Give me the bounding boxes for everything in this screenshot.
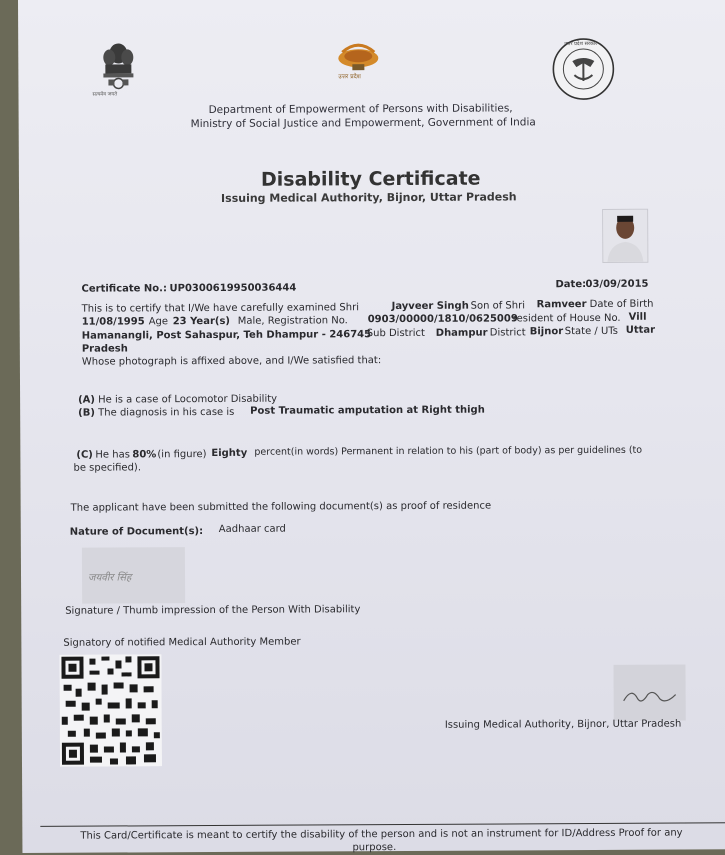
body-text: Sub District bbox=[367, 328, 425, 339]
body-text: resident of House No. bbox=[513, 313, 621, 325]
department-line-2: Ministry of Social Justice and Empowerment, Government of India bbox=[191, 116, 536, 130]
body-text: State / UTs bbox=[565, 326, 618, 337]
document-value: Aadhaar card bbox=[219, 524, 286, 535]
item-a-label: (A) bbox=[78, 395, 95, 406]
body-text: Whose photograph is affixed above, and I/We satisfied that: bbox=[82, 355, 381, 368]
disability-percent: 80% bbox=[132, 449, 156, 460]
certificate-number-label: Certificate No.: bbox=[81, 283, 166, 294]
certificate-title: Disability Certificate bbox=[261, 168, 481, 191]
sub-district: Dhampur bbox=[436, 328, 488, 339]
emblem-caption: सत्यमेव जयते bbox=[92, 91, 117, 97]
authority-signature bbox=[613, 665, 685, 721]
item-a-text: He is a case of Locomotor Disability bbox=[98, 394, 277, 406]
applicant-photo bbox=[602, 209, 648, 263]
qr-code bbox=[59, 654, 162, 767]
house-number: Vill bbox=[629, 312, 647, 323]
item-c-text: (in figure) bbox=[157, 449, 206, 460]
footer-line-1: This Card/Certificate is meant to certify the disability of the person and is not an instrument for ID/Address Proof for any bbox=[80, 828, 682, 842]
date-value: 03/09/2015 bbox=[585, 279, 648, 290]
body-text: This is to certify that I/We have carefully examined Shri bbox=[82, 302, 359, 314]
state: Uttar bbox=[626, 325, 655, 336]
state-continued: Pradesh bbox=[82, 343, 128, 354]
body-text: Son of Shri bbox=[471, 300, 525, 311]
up-government-seal-icon bbox=[550, 37, 616, 101]
seal-text: उत्तर प्रदेश सरकार bbox=[564, 41, 597, 47]
department-line-1: Department of Empowerment of Persons with Disabilities, bbox=[209, 102, 513, 116]
applicant-signature-caption: Signature / Thumb impression of the Person With Disability bbox=[65, 604, 360, 617]
body-text: Male, Registration No. bbox=[238, 315, 348, 327]
national-emblem-icon bbox=[96, 39, 140, 101]
item-c-text: percent(in words) Permanent in relation to his (part of body) as per guidelines (to bbox=[254, 445, 642, 458]
disability-percent-words: Eighty bbox=[211, 448, 247, 459]
applicant-name: Jayveer Singh bbox=[392, 301, 469, 312]
item-b-text: The diagnosis in his case is bbox=[98, 407, 234, 419]
up-logo-caption: उत्तर प्रदेश bbox=[338, 72, 361, 80]
date-of-birth: 11/08/1995 bbox=[82, 316, 145, 327]
item-c-text: be specified). bbox=[73, 462, 141, 473]
certificate-subtitle: Issuing Medical Authority, Bijnor, Uttar Pradesh bbox=[221, 190, 517, 205]
footer-divider bbox=[40, 822, 725, 827]
residence-intro: The applicant have been submitted the following document(s) as proof of residence bbox=[71, 501, 492, 514]
father-name: Ramveer bbox=[537, 299, 587, 310]
body-text: District bbox=[490, 327, 526, 338]
issuing-authority-caption: Issuing Medical Authority, Bijnor, Uttar Pradesh bbox=[445, 719, 682, 731]
document-label: Nature of Document(s): bbox=[70, 526, 203, 538]
footer-line-2: purpose. bbox=[352, 842, 396, 853]
age-value: 23 Year(s) bbox=[173, 316, 230, 327]
item-b-label: (B) bbox=[78, 408, 95, 419]
item-c-label: (C) bbox=[76, 450, 93, 461]
item-c-text: He has bbox=[95, 449, 130, 460]
address: Hamanangli, Post Sahaspur, Teh Dhampur - 246745 bbox=[82, 329, 371, 342]
applicant-signature bbox=[82, 547, 185, 604]
date-label: Date: bbox=[555, 279, 586, 290]
certificate-sheet bbox=[18, 0, 725, 853]
certificate-number: UP0300619950036444 bbox=[169, 283, 296, 295]
up-logo-icon bbox=[328, 38, 388, 86]
registration-number: 0903/00000/1810/0625009 bbox=[368, 313, 518, 325]
diagnosis: Post Traumatic amputation at Right thigh bbox=[250, 405, 485, 417]
body-text: Date of Birth bbox=[590, 299, 654, 310]
signatory-caption: Signatory of notified Medical Authority Member bbox=[63, 637, 300, 649]
applicant-signature-text: जयवीर सिंह bbox=[88, 569, 131, 583]
body-text: Age bbox=[149, 316, 168, 327]
district: Bijnor bbox=[530, 326, 563, 337]
